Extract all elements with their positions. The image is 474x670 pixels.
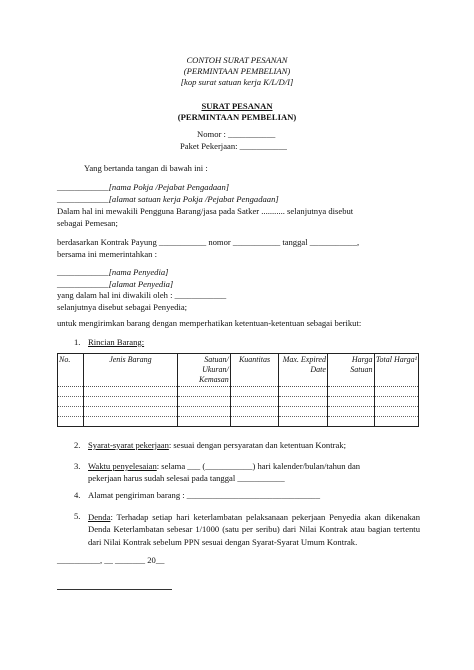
vendor-represented-line: yang dalam hal ini diwakili oleh : ____________ [57,290,227,300]
header-line-1: CONTOH SURAT PESANAN [186,55,288,65]
table-row [58,397,419,407]
item-2-label: Syarat-syarat pekerjaan [88,440,169,450]
vendor-address-line: ____________[alamat Penyedia] [57,279,174,289]
item-2-number: 2. [74,440,81,450]
col-header-expired: Max. Expired Date [279,354,328,387]
contract-line-1: berdasarkan Kontrak Payung ___________ nomor ___________ tanggal ___________, [57,237,360,247]
item-5-paragraph [88,511,420,548]
col-header-kuantitas: Kuantitas [230,354,279,387]
item-3-label: Waktu penyelesaian [88,461,157,471]
buyer-address-line: ____________[alamat satuan kerja Pokja /Pejabat Pengadaan] [57,194,279,204]
buyer-para-line-2: sebagai Pemesan; [57,218,118,228]
header-line-3: [kop surat satuan kerja K/L/D/I] [180,77,294,87]
table-row [58,387,419,397]
instruction-text: untuk mengirimkan barang dengan memperhatikan ketentuan-ketentuan sebagai berikut: [57,318,362,328]
item-3-row [88,461,360,471]
col-header-harga-satuan: Harga Satuan [327,354,374,387]
title-line-1: SURAT PESANAN [201,101,273,111]
col-header-satuan: Satuan/ Ukuran/ Kemasan [177,354,230,387]
buyer-name-line: ____________[nama Pokja /Pejabat Pengadaan] [57,182,230,192]
item-5-number: 5. [74,511,81,521]
paket-pekerjaan-field: Paket Pekerjaan: ___________ [180,141,287,151]
nomor-field: Nomor : ___________ [197,129,276,139]
vendor-called-line: selanjutnya disebut sebagai Penyedia; [57,302,188,312]
item-3-line-2: pekerjaan harus sudah selesai pada tanggal ___________ [88,473,285,483]
contract-line-2: bersama ini memerintahkan : [57,249,157,259]
item-5-label: Denda [88,512,111,522]
item-4-text: Alamat pengiriman barang : _______________________________ [88,490,320,500]
col-header-jenis-barang: Jenis Barang [83,354,177,387]
rincian-barang-table [57,353,419,427]
col-header-total-harga: Total Harga¹ [374,354,419,387]
item-2-row [88,440,346,450]
item-1-label: Rincian Barang: [88,337,145,347]
title-line-2: (PERMINTAAN PEMBELIAN) [177,112,297,122]
table-row [58,417,419,427]
item-3-number: 3. [74,461,81,471]
item-2-text: : sesuai dengan persyaratan dan ketentuan Kontrak; [168,440,346,450]
intro-text: Yang bertanda tangan di bawah ini : [84,163,208,173]
footnote-separator [57,589,172,590]
table-row [58,407,419,417]
item-5-text: : Terhadap setiap hari keterlambatan pelaksanaan pekerjaan Penyedia akan dikenakan Denda Keterlambatan sebesar 1/1000 (satu per seribu) dari Nilai Kontrak atau bagian tertentu dari Nilai Kontrak sebelum PPN sesuai dengan Syarat-Syarat Umum Kontrak. [88,512,420,547]
col-header-no: No. [58,354,84,387]
item-3-line-1: : selama ___ (___________) hari kalender/bulan/tahun dan [156,461,361,471]
item-4-number: 4. [74,490,81,500]
item-1-number: 1. [74,337,81,347]
vendor-name-line: ____________[nama Penyedia] [57,267,169,277]
header-line-2: (PERMINTAAN PEMBELIAN) [183,66,291,76]
buyer-para-line-1: Dalam hal ini mewakili Pengguna Barang/jasa pada Satker ........... selanjutnya disebut [57,206,354,216]
date-line: __________, __ _______ 20__ [57,555,165,565]
